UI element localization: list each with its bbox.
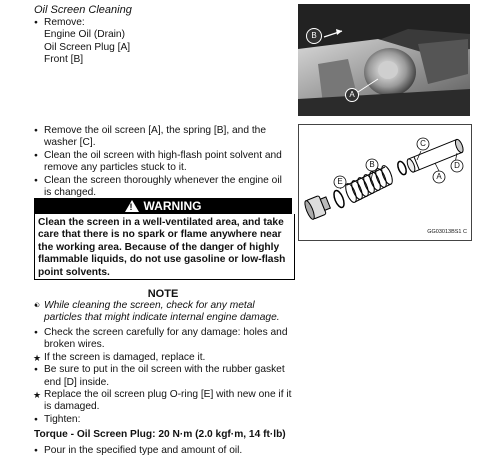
section-title: Oil Screen Cleaning	[34, 4, 132, 16]
step-clean-solvent: ● Clean the oil screen with high-flash point solvent and remove any particles stuck to it.	[34, 150, 292, 175]
remove-item: Engine Oil (Drain)	[44, 29, 125, 41]
note-text: ● ○ While cleaning the screen, check for any metal particles that might indicate internal engine damage.	[34, 300, 292, 325]
warning-heading-text: WARNING	[143, 198, 202, 213]
remove-label: ● Remove:	[34, 17, 130, 29]
steps-bottom	[34, 327, 292, 457]
diagram-label-d: D	[454, 161, 460, 170]
engine-photo	[298, 4, 470, 116]
steps-top	[34, 125, 292, 199]
warning-heading	[34, 198, 292, 214]
note-heading: NOTE	[147, 288, 179, 300]
diagram-code: GG03013BS1 C	[427, 229, 467, 235]
diagram-label-b: B	[369, 160, 375, 169]
oil-screen-diagram	[298, 124, 472, 241]
oil-screen-exploded-view	[299, 125, 471, 240]
step-check: ● Check the screen carefully for any damage: holes and broken wires.	[34, 327, 292, 352]
remove-list	[34, 17, 130, 67]
engine-photo-illustration	[298, 4, 470, 116]
step-clean-thoroughly: ● Clean the screen thoroughly whenever the engine oil is changed.	[34, 175, 292, 200]
step-pour: ● Pour in the specified type and amount of oil.	[34, 445, 292, 457]
note-circle-icon: ● ○	[34, 300, 41, 311]
remove-item: Front [B]	[44, 54, 84, 66]
warning-icon: !	[125, 200, 139, 212]
diagram-label-e: E	[337, 177, 343, 186]
diagram-label-c: C	[420, 139, 426, 148]
remove-item: Oil Screen Plug [A]	[44, 41, 131, 53]
oil-screen-plug	[303, 193, 332, 220]
torque-spec: Torque - Oil Screen Plug: 20 N·m (2.0 kgf·m, 14 ft·lb)	[34, 429, 286, 441]
step-remove-screen: ● Remove the oil screen [A], the spring [B], and the washer [C].	[34, 125, 292, 150]
step-tighten: ● Tighten:	[34, 414, 292, 426]
diagram-label-a: A	[436, 172, 442, 181]
step-gasket: ● Be sure to put in the oil screen with the rubber gasket end [D] inside.	[34, 364, 292, 389]
photo-label-b: B	[306, 28, 322, 44]
photo-label-a: A	[345, 88, 359, 102]
step-replace: ★ If the screen is damaged, replace it.	[34, 352, 292, 364]
warning-text: Clean the screen in a well-ventilated area, and take care that there is no spark or flame anywhere near the working area. Because of the danger of highly flammable liquids, do not use gasoline or low-flash point solvents.	[34, 214, 295, 280]
step-oring: ★ Replace the oil screen plug O-ring [E] with new one if it is damaged.	[34, 389, 292, 414]
